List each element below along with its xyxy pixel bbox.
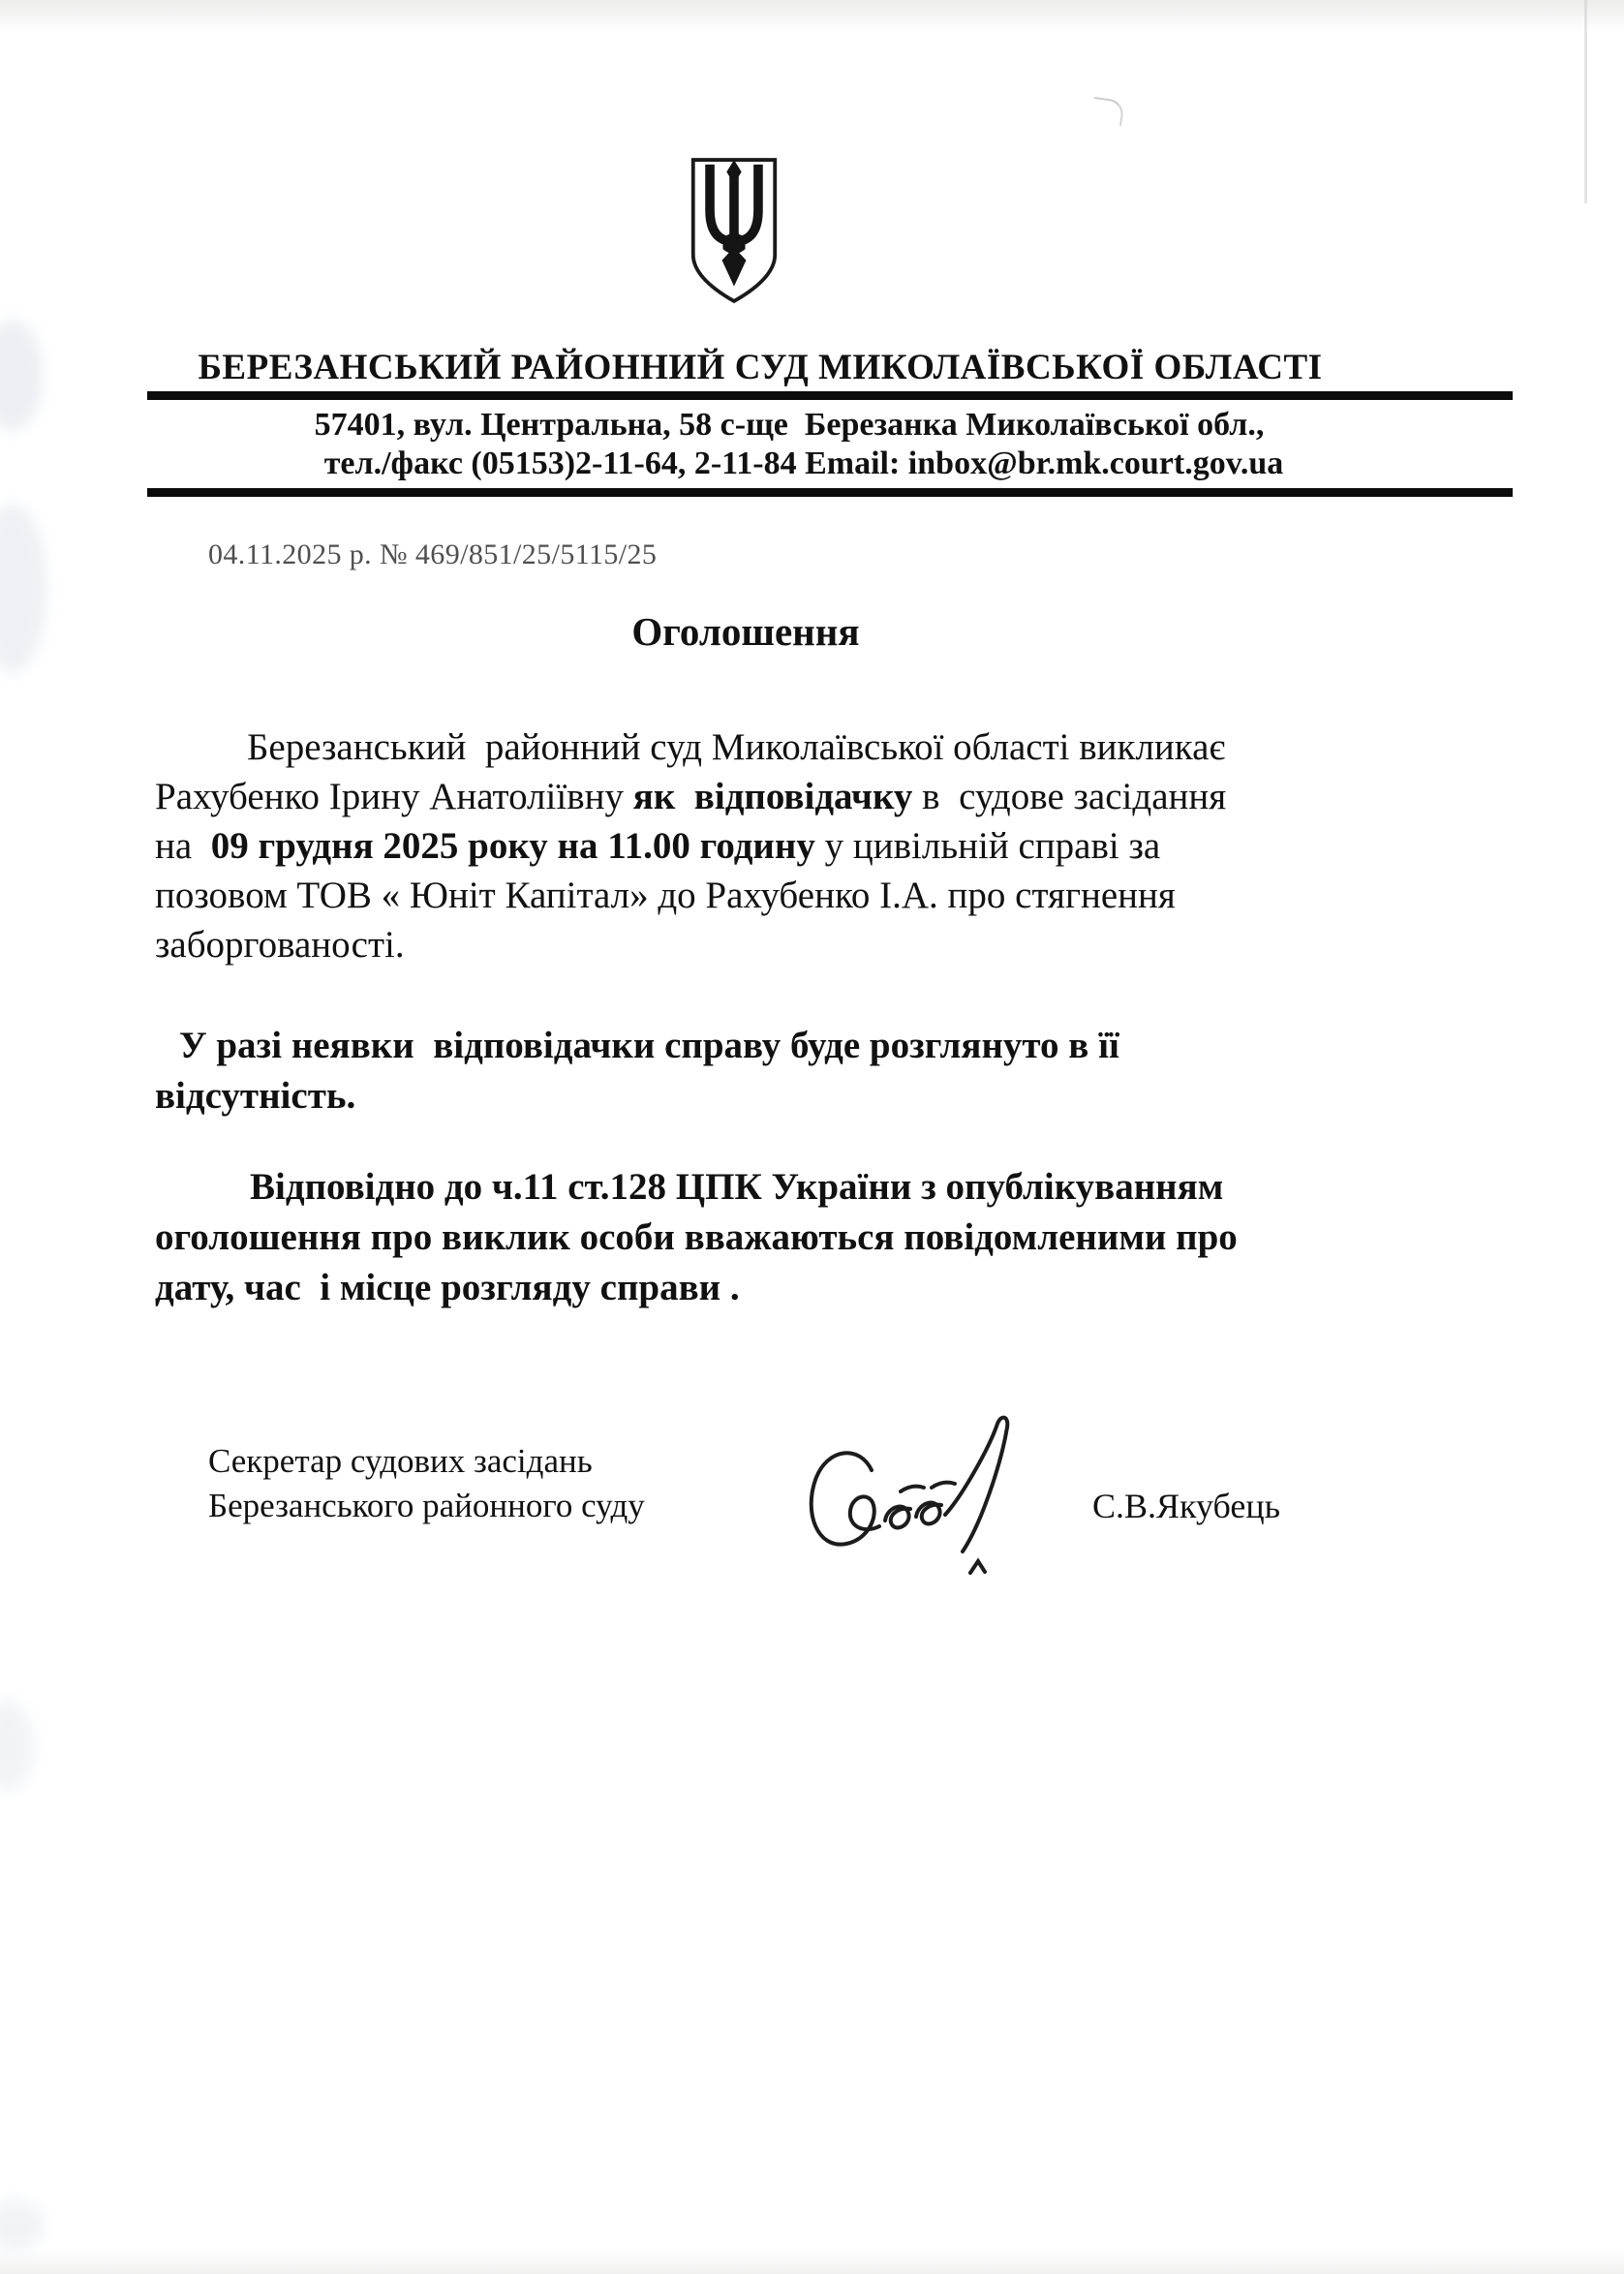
paragraph-absence-warning [155, 1021, 1119, 1122]
scan-smudge [0, 320, 43, 431]
body-line: Відповідно до ч.11 ст.128 ЦПК України з опублікуванням [250, 1166, 1224, 1208]
letterhead-rule-top [147, 391, 1513, 400]
signatory-role-line: Березанського районного суду [208, 1487, 645, 1524]
text-segment: в судове засідання [912, 776, 1227, 817]
text-segment: на [155, 825, 211, 867]
scan-smudge [0, 2198, 45, 2252]
letterhead-rule-bottom [147, 488, 1513, 497]
body-line: оголошення про виклик особи вважаються повідомленими про [155, 1216, 1238, 1258]
paragraph-summons [155, 722, 1226, 969]
ukraine-trident-shield-icon [688, 151, 781, 310]
body-line: дату, час і місце розгляду справи . [155, 1267, 740, 1308]
body-line [155, 772, 1226, 821]
scan-smudge [0, 1700, 34, 1792]
scan-edge-line [1584, 0, 1587, 203]
text-segment: у цивільній справі за [814, 825, 1161, 867]
body-line: відсутність. [155, 1075, 356, 1117]
court-name-heading: БЕРЕЗАНСЬКИЙ РАЙОННИЙ СУД МИКОЛАЇВСЬКОЇ ОБЛАСТІ [198, 348, 1323, 387]
scan-pen-mark [1090, 97, 1124, 126]
body-line [155, 871, 1226, 920]
handwritten-signature [792, 1402, 1083, 1615]
scan-shadow-bottom [0, 2249, 1624, 2274]
body-line [155, 821, 1226, 871]
date-and-number-line: 04.11.2025 р. № 469/851/25/5115/25 [208, 538, 658, 570]
text-segment: Рахубенко Ірину Анатоліївну [155, 776, 633, 817]
document-title: Оголошення [631, 609, 860, 654]
body-line [155, 722, 1226, 772]
text-segment: Березанський районний суд Миколаївської області викликає [247, 726, 1226, 768]
court-contact-line: тел./факс (05153)2-11-64, 2-11-84 Email: inbox@br.mk.court.gov.ua [323, 446, 1284, 481]
text-segment: заборгованості. [155, 924, 405, 966]
text-segment: позовом ТОВ « Юніт Капітал» до Рахубенко І.А. про стягнення [155, 875, 1176, 916]
signatory-role [208, 1439, 645, 1528]
body-line: У разі неявки відповідачки справу буде розглянуто в її [179, 1025, 1119, 1066]
text-segment-bold: 09 грудня 2025 року на 11.00 годину [210, 825, 815, 867]
court-address-line: 57401, вул. Центральна, 58 с-ще Березанка Миколаївської обл., [314, 407, 1265, 443]
text-segment-bold: як відповідачку [632, 776, 913, 817]
signatory-role-line: Секретар судових засідань [208, 1442, 593, 1480]
paragraph-legal-basis [155, 1162, 1238, 1313]
signatory-name: С.В.Якубець [1092, 1487, 1281, 1525]
body-line [155, 920, 1226, 969]
scan-shadow-top [0, 0, 1624, 33]
scan-smudge [0, 504, 46, 673]
